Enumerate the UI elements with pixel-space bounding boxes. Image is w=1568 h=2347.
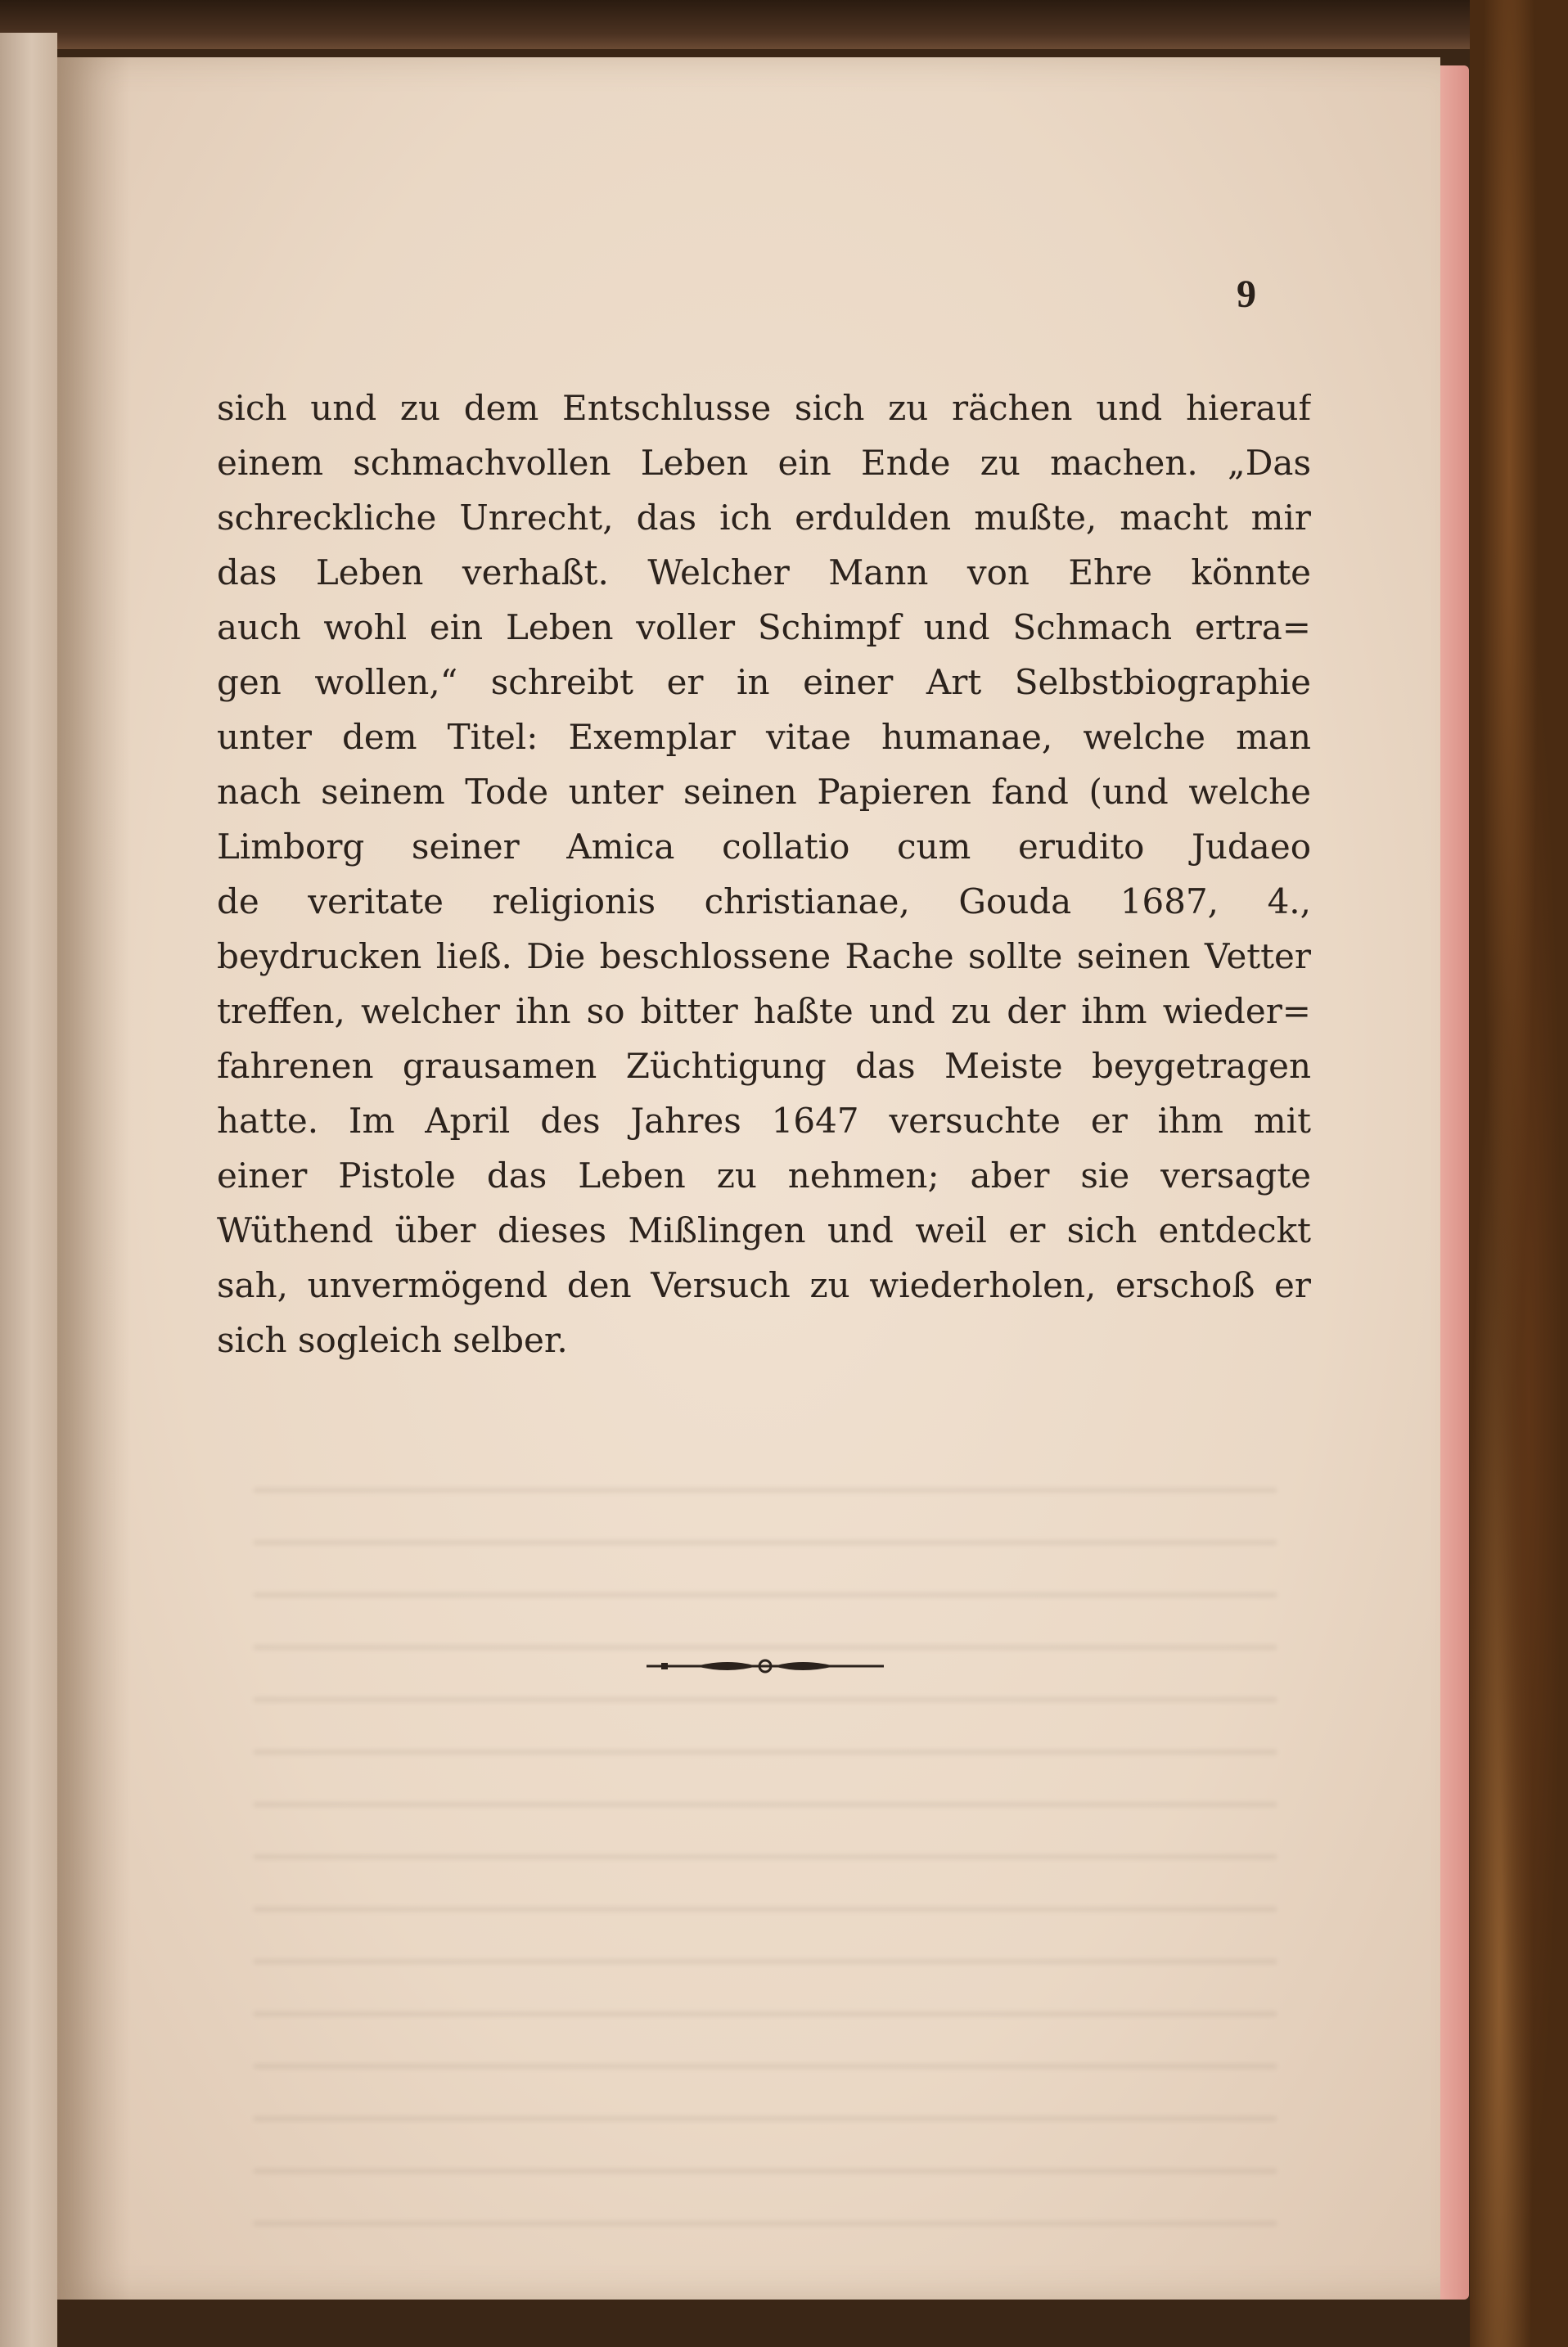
text-line: einem schmachvollen Leben ein Ende zu machen. „Das bbox=[217, 443, 1311, 483]
text-line: Wüthend über dieses Mißlingen und weil er sich entdeckt bbox=[217, 1210, 1311, 1250]
text-line: das Leben verhaßt. Welcher Mann von Ehre könnte bbox=[217, 552, 1311, 592]
text-line: unter dem Titel: Exemplar vitae humanae, welche man bbox=[217, 717, 1311, 757]
page-number: 9 bbox=[1237, 273, 1256, 316]
previous-page-edge bbox=[0, 33, 57, 2347]
text-line: sich sogleich selber. bbox=[217, 1320, 568, 1360]
gutter-shadow bbox=[57, 57, 131, 2300]
text-line: schreckliche Unrecht, das ich erdulden mußte, macht mir bbox=[217, 498, 1311, 538]
text-line: sich und zu dem Entschlusse sich zu rächen und hierauf bbox=[217, 388, 1311, 428]
text-line: treffen, welcher ihn so bitter haßte und zu der ihm wieder= bbox=[217, 991, 1311, 1031]
text-line: beydrucken ließ. Die beschlossene Rache sollte seinen Vetter bbox=[217, 936, 1311, 976]
text-line: gen wollen,“ schreibt er in einer Art Selbstbiographie bbox=[217, 662, 1311, 702]
text-line: sah, unvermögend den Versuch zu wiederholen, erschoß er bbox=[217, 1265, 1311, 1305]
bleed-through bbox=[254, 1448, 1277, 2267]
text-line: nach seinem Tode unter seinen Papieren fand (und welche bbox=[217, 772, 1311, 812]
text-line: Limborg seiner Amica collatio cum erudito Judaeo bbox=[217, 827, 1311, 867]
book-page bbox=[57, 57, 1440, 2300]
tailpiece-ornament-icon bbox=[647, 1656, 884, 1676]
book-cover-board bbox=[1470, 0, 1568, 2347]
text-line: de veritate religionis christianae, Gouda 1687, 4., bbox=[217, 881, 1311, 921]
text-line: hatte. Im April des Jahres 1647 versuchte er ihm mit bbox=[217, 1101, 1311, 1141]
text-line: einer Pistole das Leben zu nehmen; aber sie versagte bbox=[217, 1155, 1311, 1196]
book-cover-top bbox=[0, 0, 1568, 49]
body-text bbox=[217, 381, 1311, 1367]
text-line: auch wohl ein Leben voller Schimpf und Schmach ertra= bbox=[217, 607, 1311, 647]
text-line: fahrenen grausamen Züchtigung das Meiste beygetragen bbox=[217, 1046, 1311, 1086]
